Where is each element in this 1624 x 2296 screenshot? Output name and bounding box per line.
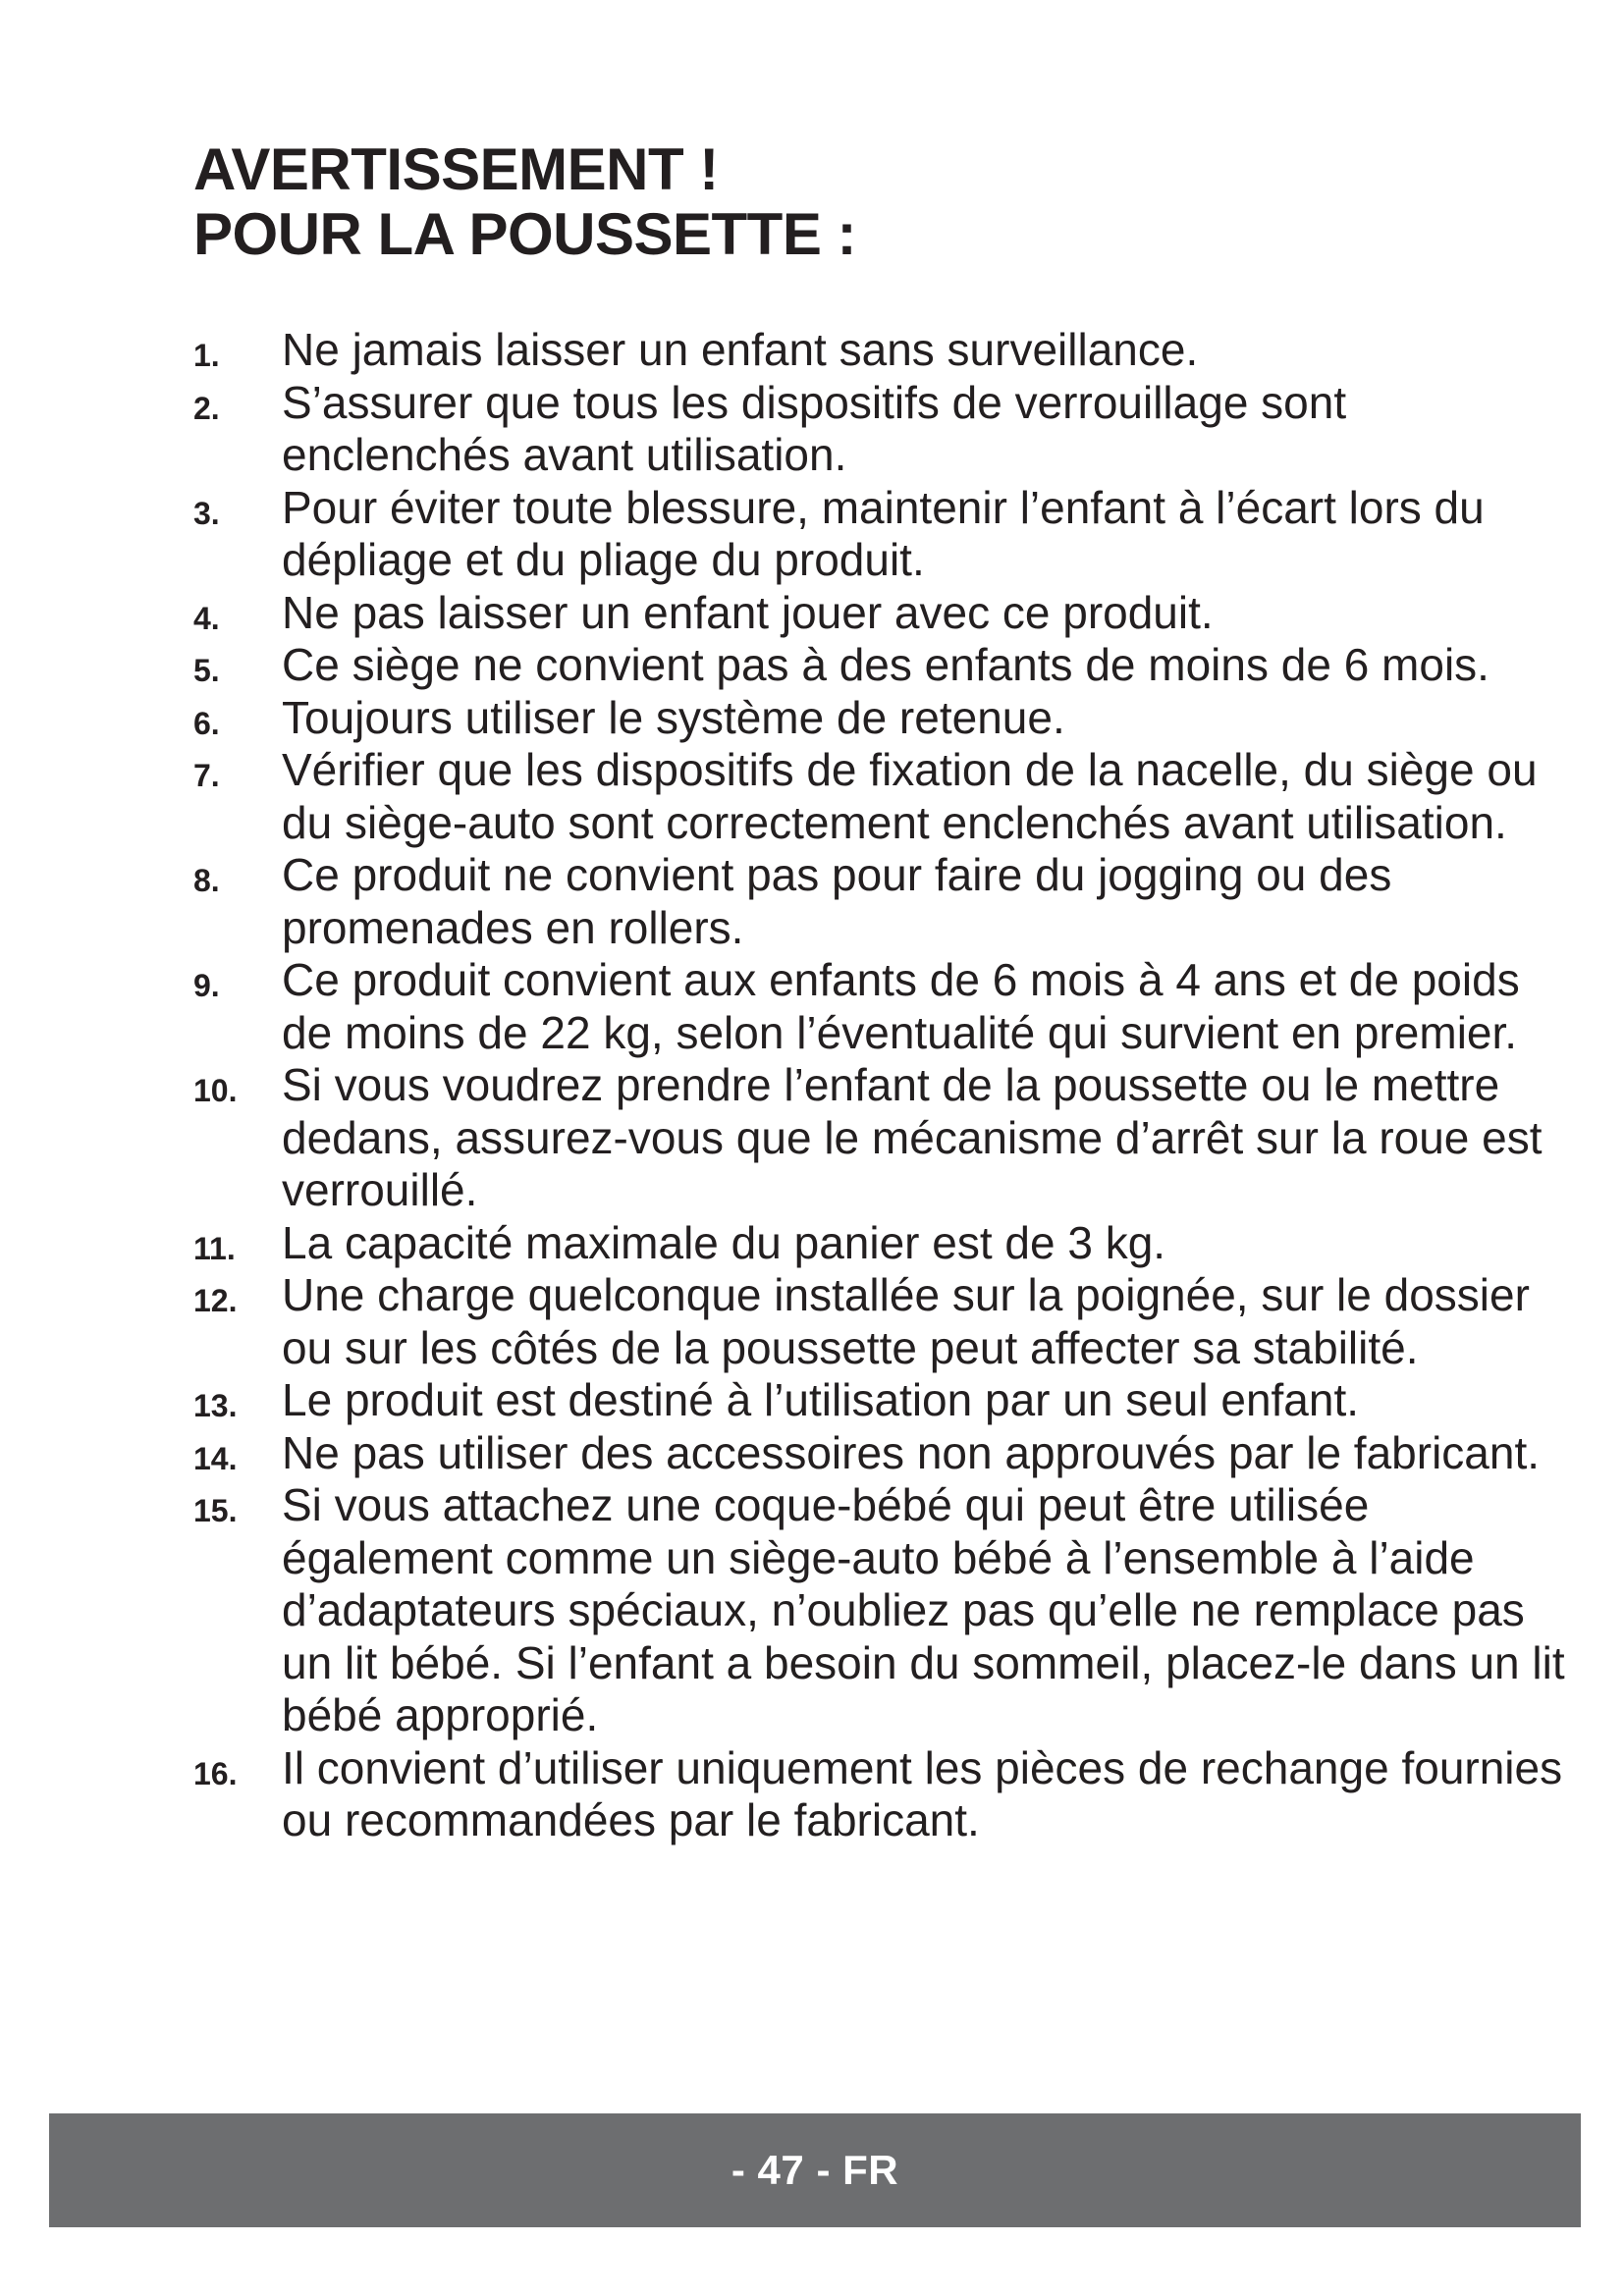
item-text: Une charge quelconque installée sur la poignée, sur le dossier ou sur les côtés de la poussette peut affecter sa stabilité. (282, 1269, 1530, 1373)
item-text: Ne pas laisser un enfant jouer avec ce produit. (282, 586, 1214, 638)
title-line-2: POUR LA POUSSETTE : (193, 201, 856, 267)
list-item (193, 1059, 1578, 1217)
page-title (193, 137, 856, 267)
item-text: Si vous voudrez prendre l’enfant de la poussette ou le mettre dedans, assurez-vous que le mécanisme d’arrêt sur la roue est verrouillé. (282, 1059, 1543, 1215)
list-item (193, 1269, 1578, 1374)
item-text: Il convient d’utiliser uniquement les pièces de rechange fournies ou recommandées par le fabricant. (282, 1741, 1563, 1845)
item-number: 12. (193, 1283, 238, 1318)
item-number: 14. (193, 1440, 238, 1476)
title-line-1: AVERTISSEMENT ! (193, 136, 719, 202)
item-text: Si vous attachez une coque-bébé qui peut être utilisée également comme un siège-auto bébé à l’ensemble à l’aide d’adaptateurs spéciaux, n’oubliez pas qu’elle ne remplace pas un lit bébé. Si l’enfant a besoin du sommeil, placez-le dans un lit bébé approprié. (282, 1479, 1565, 1740)
list-item (193, 324, 1578, 377)
item-number: 1. (193, 338, 220, 373)
list-item (193, 1479, 1578, 1742)
item-number: 5. (193, 653, 220, 688)
item-number: 16. (193, 1755, 238, 1791)
list-item (193, 1217, 1578, 1270)
item-text: La capacité maximale du panier est de 3 kg. (282, 1216, 1166, 1268)
item-text: Ne pas utiliser des accessoires non approuvés par le fabricant. (282, 1426, 1541, 1478)
item-text: Toujours utiliser le système de retenue. (282, 691, 1065, 743)
list-item (193, 849, 1578, 954)
item-text: Pour éviter toute blessure, maintenir l’enfant à l’écart lors du dépliage et du pliage du produit. (282, 481, 1485, 585)
list-item (193, 744, 1578, 849)
item-number: 4. (193, 600, 220, 636)
item-number: 9. (193, 968, 220, 1003)
item-number: 13. (193, 1388, 238, 1423)
item-text: Ce siège ne convient pas à des enfants de moins de 6 mois. (282, 639, 1489, 690)
list-item (193, 482, 1578, 587)
list-item (193, 692, 1578, 745)
list-item (193, 377, 1578, 482)
list-item (193, 1742, 1578, 1847)
item-text: Ne jamais laisser un enfant sans surveillance. (282, 324, 1199, 375)
item-text: Vérifier que les dispositifs de fixation de la nacelle, du siège ou du siège-auto sont correctement enclenchés avant utilisation. (282, 744, 1538, 848)
item-number: 2. (193, 390, 220, 426)
item-text: S’assurer que tous les dispositifs de verrouillage sont enclenchés avant utilisation. (282, 376, 1347, 480)
item-number: 8. (193, 863, 220, 898)
item-number: 7. (193, 758, 220, 793)
list-item (193, 639, 1578, 692)
item-number: 11. (193, 1230, 236, 1266)
list-item (193, 1427, 1578, 1480)
item-number: 15. (193, 1493, 238, 1528)
item-text: Ce produit ne convient pas pour faire du jogging ou des promenades en rollers. (282, 849, 1392, 953)
warning-list (193, 324, 1578, 1847)
list-item (193, 587, 1578, 640)
page-footer (49, 2113, 1581, 2227)
list-item (193, 954, 1578, 1059)
item-text: Ce produit convient aux enfants de 6 mois à 4 ans et de poids de moins de 22 kg, selon l’éventualité qui survient en premier. (282, 954, 1520, 1058)
item-number: 3. (193, 495, 220, 531)
item-text: Le produit est destiné à l’utilisation par un seul enfant. (282, 1374, 1360, 1425)
item-number: 6. (193, 705, 220, 741)
page-number: - 47 - FR (731, 2147, 899, 2193)
list-item (193, 1374, 1578, 1427)
item-number: 10. (193, 1073, 238, 1108)
